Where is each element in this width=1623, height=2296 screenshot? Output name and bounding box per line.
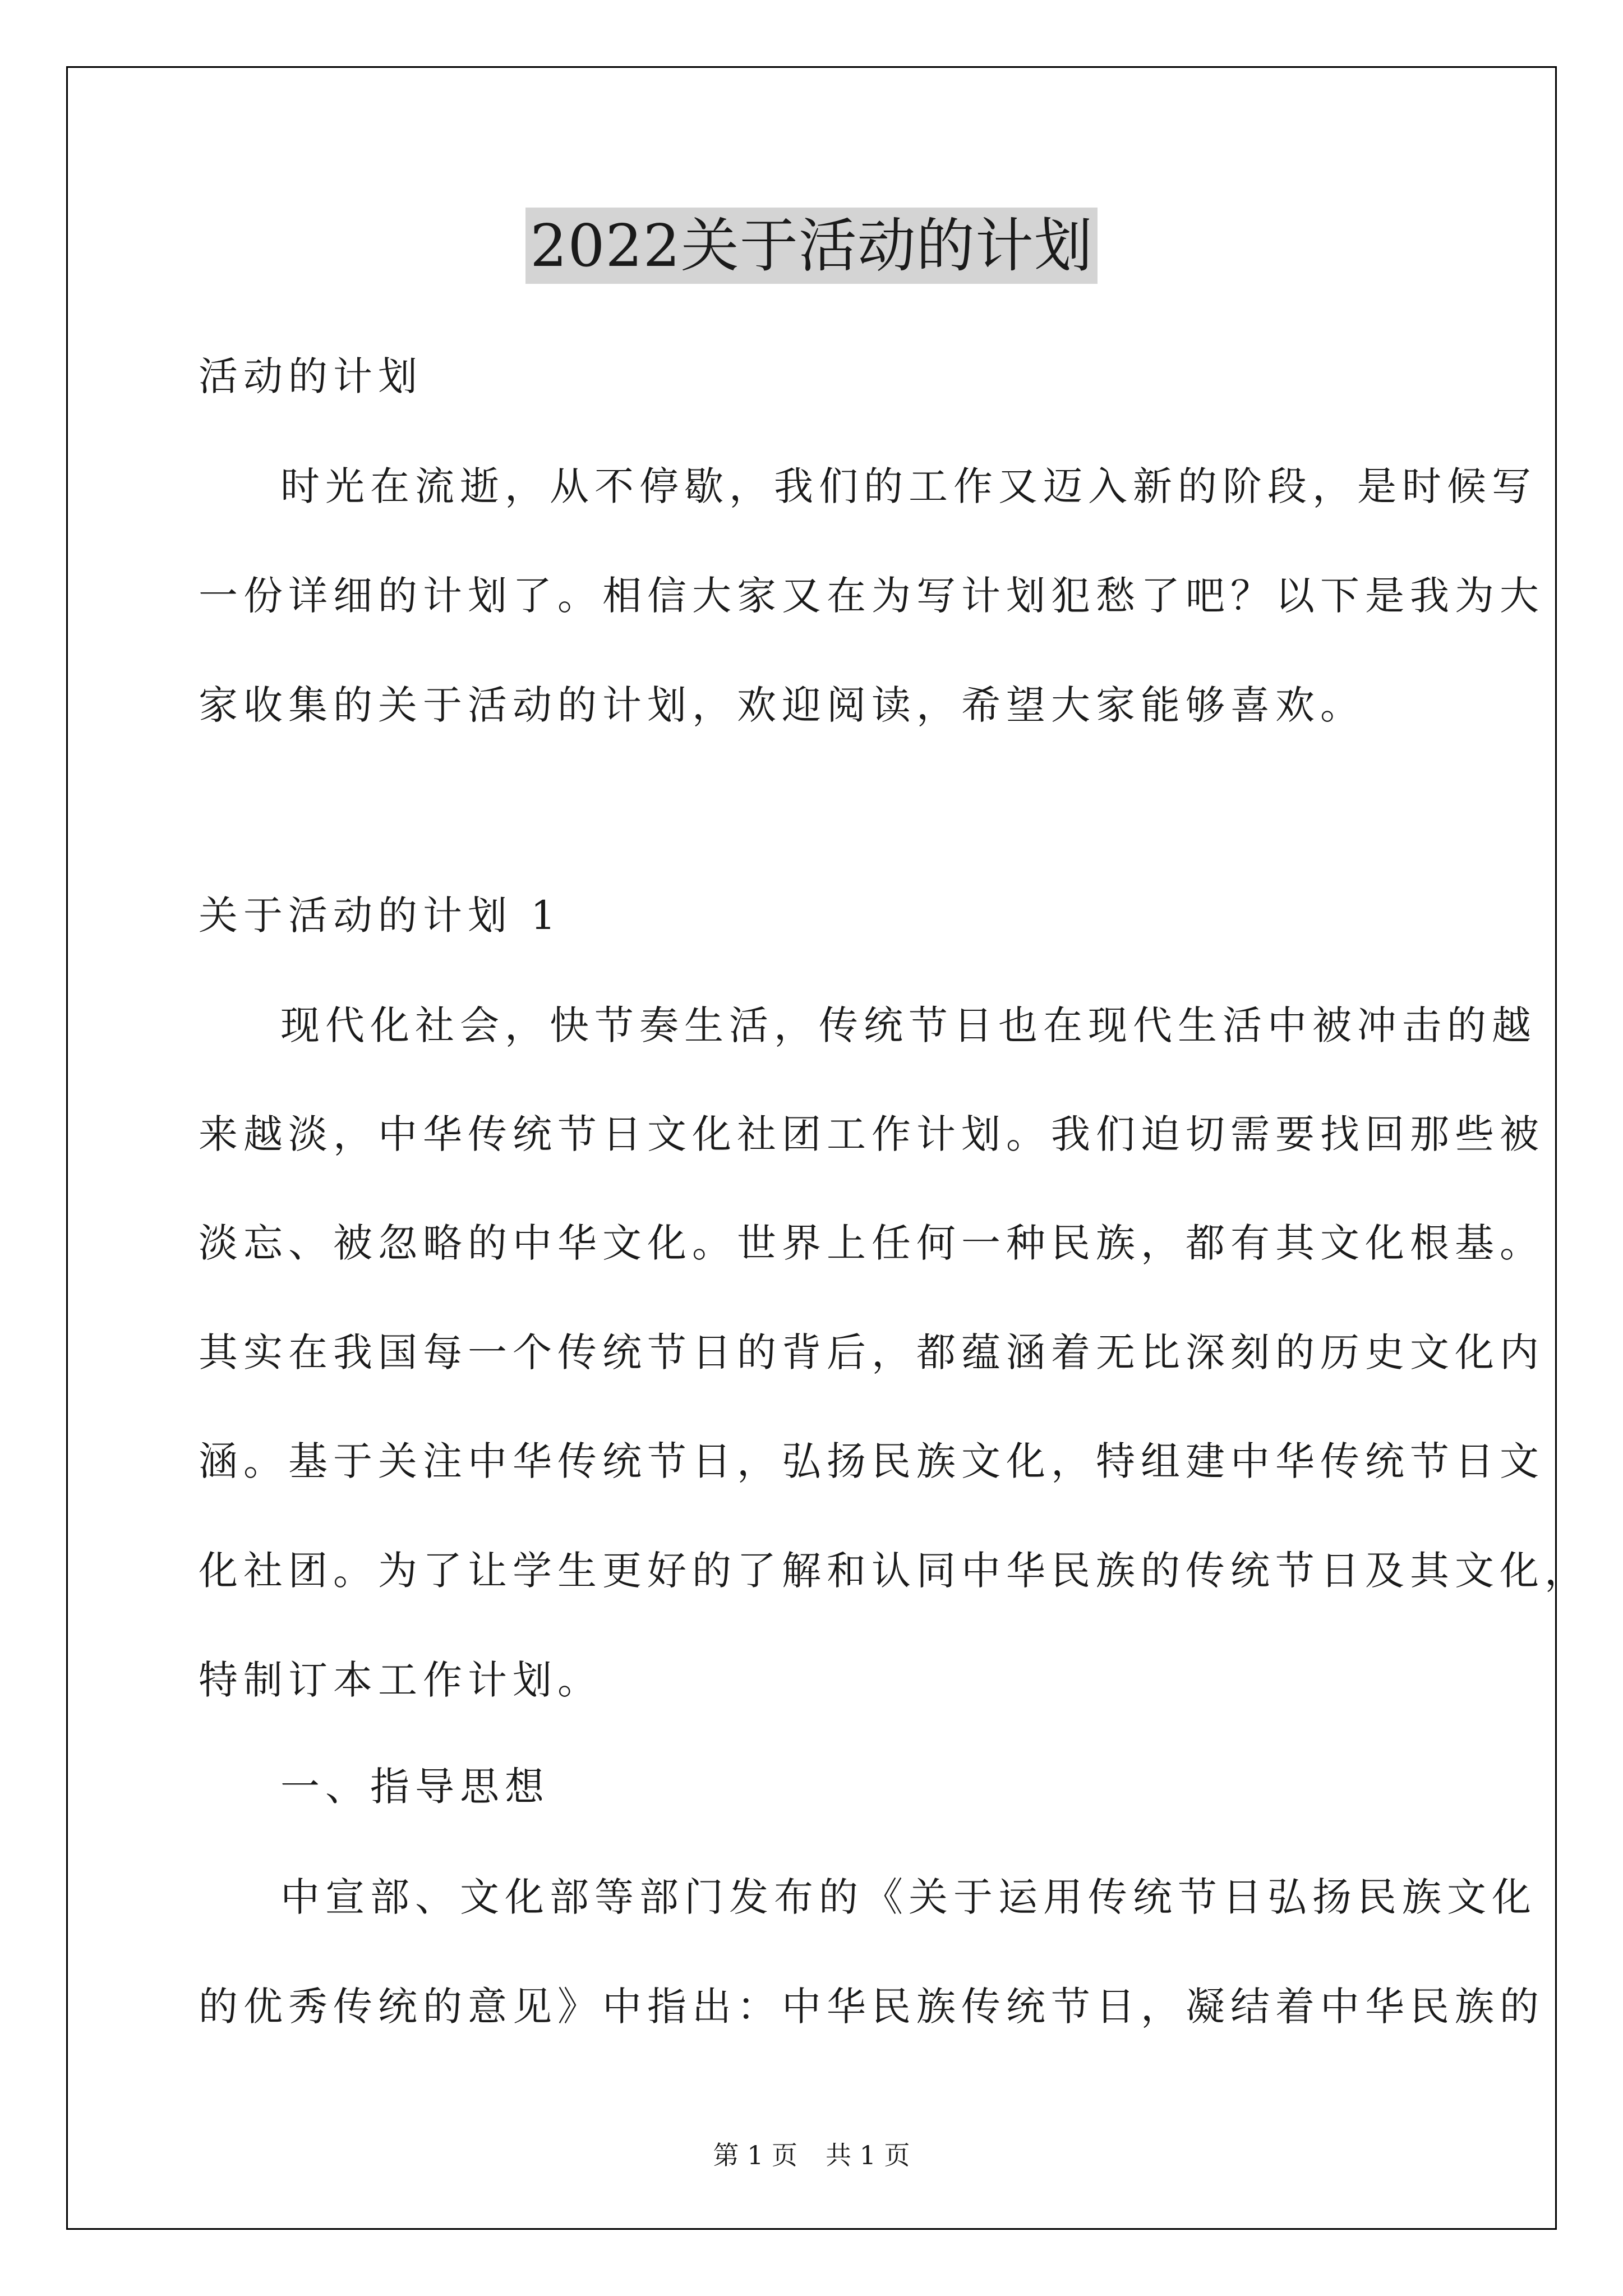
paragraph-line: 中宣部、文化部等部门发布的《关于运用传统节日弘扬民族文化 xyxy=(280,1874,1537,1920)
paragraph-line: 时光在流逝，从不停歇，我们的工作又迈入新的阶段，是时候写 xyxy=(280,463,1537,509)
page-footer xyxy=(0,2138,1623,2172)
page-total: 共 1 页 xyxy=(826,2140,910,2170)
document-title: 2022关于活动的计划 xyxy=(525,208,1098,284)
paragraph-line: 淡忘、被忽略的中华文化。世界上任何一种民族，都有其文化根基。 xyxy=(199,1220,1544,1266)
section-heading: 关于活动的计划 1 xyxy=(199,892,561,938)
paragraph-line: 涵。基于关注中华传统节日，弘扬民族文化，特组建中华传统节日文 xyxy=(199,1438,1544,1484)
paragraph-line: 来越淡，中华传统节日文化社团工作计划。我们迫切需要找回那些被 xyxy=(199,1111,1544,1157)
page-number: 第 1 页 xyxy=(713,2140,797,2170)
title-container xyxy=(0,208,1623,284)
subsection-heading: 一、指导思想 xyxy=(280,1764,550,1810)
paragraph-line: 一份详细的计划了。相信大家又在为写计划犯愁了吧？以下是我为大 xyxy=(199,573,1544,619)
paragraph-line: 的优秀传统的意见》中指出：中华民族传统节日，凝结着中华民族的 xyxy=(199,1984,1544,2030)
section-heading: 活动的计划 xyxy=(199,353,423,399)
paragraph-line: 其实在我国每一个传统节日的背后，都蕴涵着无比深刻的历史文化内 xyxy=(199,1329,1544,1375)
paragraph-line: 化社团。为了让学生更好的了解和认同中华民族的传统节日及其文化， xyxy=(199,1548,1589,1594)
paragraph-line: 特制订本工作计划。 xyxy=(199,1657,602,1703)
paragraph-line: 家收集的关于活动的计划，欢迎阅读，希望大家能够喜欢。 xyxy=(199,682,1365,728)
paragraph-line: 现代化社会，快节奏生活，传统节日也在现代生活中被冲击的越 xyxy=(280,1002,1537,1048)
